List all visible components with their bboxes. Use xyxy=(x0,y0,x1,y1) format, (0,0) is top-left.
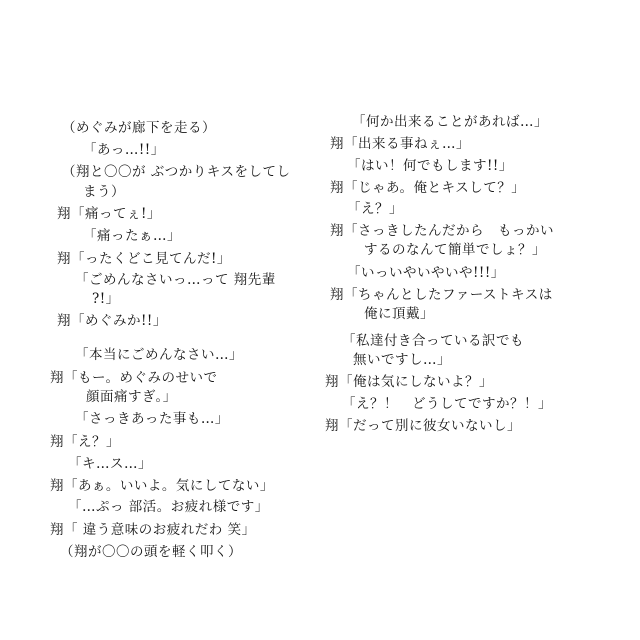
dialogue-line: 「何か出来ることがあれば…」 xyxy=(352,114,548,130)
dialogue-line: 翔「出来る事ねぇ…」 xyxy=(330,136,470,152)
dialogue-line: 「はい！何でもします!!」 xyxy=(347,158,513,174)
dialogue-line: 俺に頂戴」 xyxy=(364,306,434,322)
dialogue-line: 顔面痛すぎ。」 xyxy=(86,389,177,405)
dialogue-line: 「痛ったぁ…」 xyxy=(83,228,181,244)
stage-direction: まう） xyxy=(83,184,125,200)
stage-direction: （めぐみが廊下を走る） xyxy=(62,120,216,136)
dialogue-line: 「え？」 xyxy=(347,201,403,217)
dialogue-line: 「あっ…!!」 xyxy=(83,142,165,158)
dialogue-line: 翔「もー。めぐみのせいで xyxy=(50,370,218,386)
stage-direction: （翔と〇〇が ぶつかりキスをしてし xyxy=(62,164,291,180)
dialogue-line: 「え？！ どうしてですか？！」 xyxy=(342,396,552,412)
dialogue-line: ?!」 xyxy=(92,291,120,307)
stage-direction: （翔が〇〇の頭を軽く叩く） xyxy=(60,544,242,560)
dialogue-line: 翔「ったくどこ見てんだ!」 xyxy=(57,251,231,267)
dialogue-line: 無いですし…」 xyxy=(353,352,451,368)
dialogue-line: 「ごめんなさいっ…って 翔先輩 xyxy=(75,272,276,288)
dialogue-line: 翔「だって別に彼女いないし」 xyxy=(325,418,521,434)
dialogue-line: 「本当にごめんなさい…」 xyxy=(75,347,243,363)
dialogue-line: 翔「さっきしたんだから もっかい xyxy=(330,223,554,239)
dialogue-line: 翔「痛ってぇ!」 xyxy=(57,206,161,222)
dialogue-line: 「いっいやいやいや!!!」 xyxy=(347,265,505,281)
dialogue-line: 翔「俺は気にしないよ？」 xyxy=(325,374,493,390)
dialogue-line: するのなんて簡単でしょ？」 xyxy=(364,242,546,258)
dialogue-line: 翔「 違う意味のお疲れだわ 笑」 xyxy=(50,522,256,538)
dialogue-line: 翔「え？」 xyxy=(50,434,120,450)
dialogue-line: 「キ…ス…」 xyxy=(68,456,152,472)
dialogue-line: 翔「ちゃんとしたファーストキスは xyxy=(330,287,553,303)
dialogue-line: 「…ぷっ 部活。お疲れ様です」 xyxy=(68,499,269,515)
dialogue-line: 翔「あぁ。いいよ。気にしてない」 xyxy=(50,478,274,494)
dialogue-line: 「さっきあった事も…」 xyxy=(75,411,229,427)
dialogue-line: 「私達付き合っている訳でも xyxy=(342,333,524,349)
dialogue-line: 翔「じゃあ。俺とキスして？」 xyxy=(330,180,526,196)
dialogue-line: 翔「めぐみか!!」 xyxy=(57,313,167,329)
